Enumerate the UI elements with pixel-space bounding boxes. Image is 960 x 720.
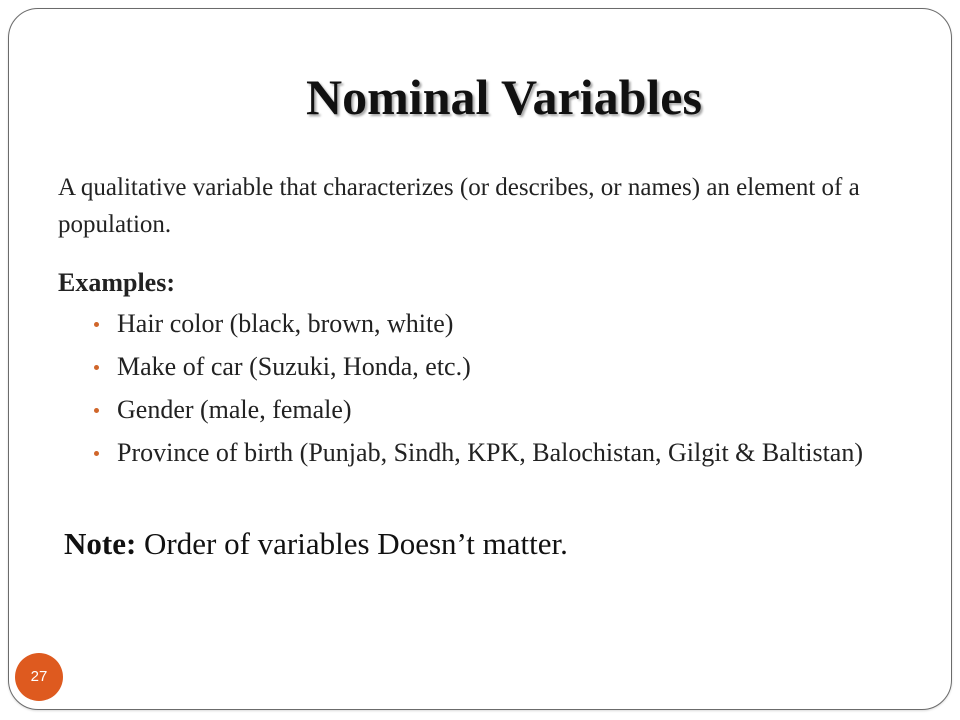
bullet-icon xyxy=(94,365,99,370)
example-text: Hair color (black, brown, white) xyxy=(117,309,454,338)
note xyxy=(64,524,568,564)
example-item-gender xyxy=(90,394,920,426)
bullet-icon xyxy=(94,322,99,327)
example-text: Province of birth (Punjab, Sindh, KPK, Balochistan, Gilgit & Baltistan) xyxy=(117,438,864,467)
example-item-make-of-car xyxy=(90,351,920,383)
bullet-icon xyxy=(94,451,99,456)
note-label: Note: xyxy=(64,526,137,561)
definition-text: A qualitative variable that characterizes (or describes, or names) an element of a population. xyxy=(58,174,860,238)
slide-title: Nominal Variables xyxy=(306,69,702,125)
example-item-province xyxy=(90,437,920,469)
examples-heading: Examples: xyxy=(58,268,175,297)
example-text: Gender (male, female) xyxy=(117,395,352,424)
page-number-badge: 27 xyxy=(15,653,63,701)
note-text: Order of variables Doesn’t matter. xyxy=(144,526,568,561)
example-item-hair-color xyxy=(90,308,920,340)
examples-list xyxy=(90,308,920,480)
example-text: Make of car (Suzuki, Honda, etc.) xyxy=(117,352,471,381)
bullet-icon xyxy=(94,408,99,413)
